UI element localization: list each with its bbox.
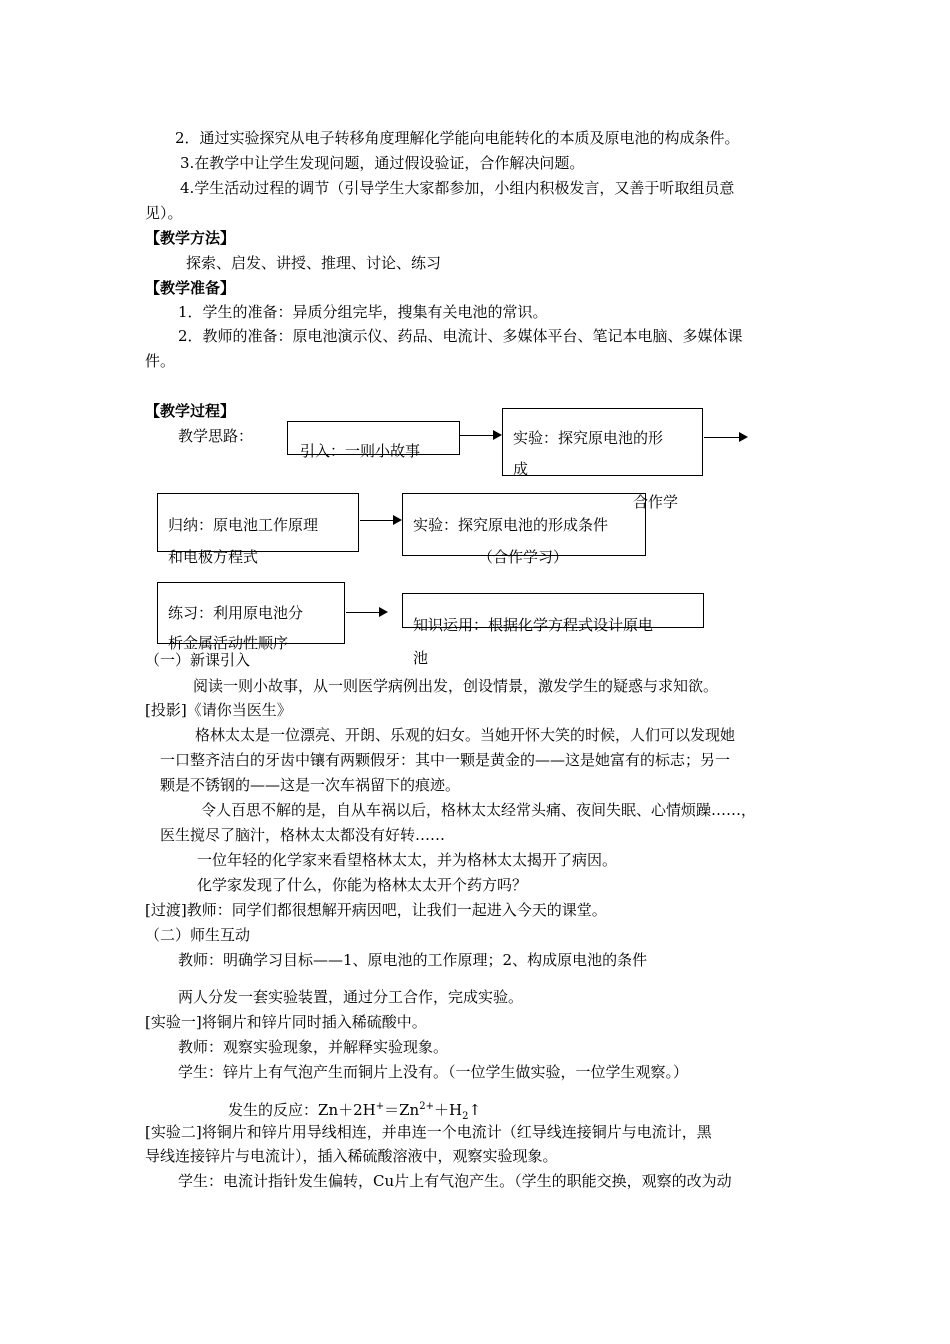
flow-box-application-line1: 知识运用：根据化学方程式设计原电 [413, 616, 654, 634]
story-line5: 医生搅尽了脑汁，格林太太都没有好转…… [160, 826, 446, 844]
flow-box-conditions-line2: （合作学习） [478, 548, 569, 566]
transition-text: [过渡]教师：同学们都很想解开病因吧，让我们一起进入今天的课堂。 [145, 901, 607, 919]
flow-box-application-line2: 池 [413, 649, 429, 667]
story-line2: 一口整齐洁白的牙齿中镶有两颗假牙：其中一颗是黄金的——这是她富有的标志；另一 [160, 751, 731, 769]
arrow-intro-to-explore [460, 435, 500, 436]
goal-4-line2: 见）。 [145, 204, 183, 222]
methods-text: 探索、启发、讲授、推理、讨论、练习 [186, 254, 442, 272]
arrow-explore-out [704, 437, 746, 438]
reaction-label: 发生的反应： [228, 1101, 319, 1119]
reaction-part2: ＝Zn [384, 1101, 420, 1119]
section-interaction: （二）师生互动 [145, 926, 251, 944]
experiment-2-line1: [实验二]将铜片和锌片用导线相连，并串连一个电流计（红导线连接铜片与电流计，黑 [145, 1123, 712, 1141]
flow-box-practice-line2: 析金属活动性顺序 [168, 634, 289, 652]
reaction-sup2: 2+ [419, 1101, 434, 1112]
intro-text: 阅读一则小故事，从一则医学病例出发，创设情景，激发学生的疑惑与求知欲。 [193, 677, 719, 695]
flow-box-summary-line2: 和电极方程式 [168, 548, 259, 566]
story-line1: 格林太太是一位漂亮、开朗、乐观的妇女。当她开怀大笑的时候，人们可以发现她 [195, 726, 736, 744]
story-line6: 一位年轻的化学家来看望格林太太，并为格林太太揭开了病因。 [197, 851, 618, 869]
experiment-1-student: 学生：锌片上有气泡产生而铜片上没有。（一位学生做实验，一位学生观察。） [178, 1063, 689, 1081]
teaching-idea-label: 教学思路： [178, 427, 254, 445]
pairs-text: 两人分发一套实验装置，通过分工合作，完成实验。 [178, 988, 524, 1006]
reaction-part1: Zn＋2H [318, 1101, 376, 1119]
goal-4-line1: 4.学生活动过程的调节（引导学生大家都参加，小组内积极发言，又善于听取组员意 [180, 179, 735, 197]
reaction-arrow: ↑ [468, 1101, 482, 1119]
flow-overflow-text: 合作学 [633, 493, 679, 511]
arrow-summary-to-conditions [360, 520, 400, 521]
section-new-lesson: （一）新课引入 [145, 651, 251, 669]
flow-box-explore-line2: 成 [513, 460, 529, 478]
process-heading: 【教学过程】 [145, 402, 236, 420]
flow-box-intro-text: 引入：一则小故事 [300, 442, 421, 460]
teacher-goal: 教师：明确学习目标——1、原电池的工作原理；2、构成原电池的条件 [178, 951, 648, 969]
experiment-2-student: 学生：电流计指针发生偏转，Cu片上有气泡产生。（学生的职能交换，观察的改为动 [178, 1172, 732, 1190]
goal-3: 3.在教学中让学生发现问题，通过假设验证，合作解决问题。 [180, 154, 585, 172]
arrow-practice-to-application [346, 612, 386, 613]
flow-box-explore-line1: 实验：探究原电池的形 [513, 429, 664, 447]
story-line7: 化学家发现了什么，你能为格林太太开个药方吗？ [197, 876, 528, 894]
prep-student: 1．学生的准备：异质分组完毕，搜集有关电池的常识。 [178, 303, 548, 321]
flow-box-summary-line1: 归纳：原电池工作原理 [168, 516, 319, 534]
projection-title: [投影]《请你当医生》 [145, 701, 292, 719]
reaction-sup1: + [375, 1101, 385, 1112]
experiment-1-teacher: 教师：观察实验现象，并解释实验现象。 [178, 1038, 449, 1056]
methods-heading: 【教学方法】 [145, 229, 236, 247]
story-line4: 令人百思不解的是，自从车祸以后，格林太太经常头痛、夜间失眠、心情烦躁……， [201, 801, 757, 819]
prep-heading: 【教学准备】 [145, 279, 236, 297]
flow-box-practice-line1: 练习：利用原电池分 [168, 604, 304, 622]
goal-2: 2．通过实验探究从电子转移角度理解化学能向电能转化的本质及原电池的构成条件。 [175, 129, 740, 147]
prep-teacher-line2: 件。 [145, 352, 176, 370]
experiment-1: [实验一]将铜片和锌片同时插入稀硫酸中。 [145, 1013, 427, 1031]
experiment-2-line2: 导线连接锌片与电流计），插入稀硫酸溶液中，观察实验现象。 [145, 1147, 558, 1165]
reaction-part3: ＋H [433, 1101, 463, 1119]
flow-box-conditions-line1: 实验：探究原电池的形成条件 [413, 516, 609, 534]
prep-teacher-line1: 2．教师的准备：原电池演示仪、药品、电流计、多媒体平台、笔记本电脑、多媒体课 [178, 327, 743, 345]
story-line3: 颗是不锈钢的——这是一次车祸留下的痕迹。 [160, 776, 461, 794]
reaction-sub: 2 [462, 1111, 469, 1122]
